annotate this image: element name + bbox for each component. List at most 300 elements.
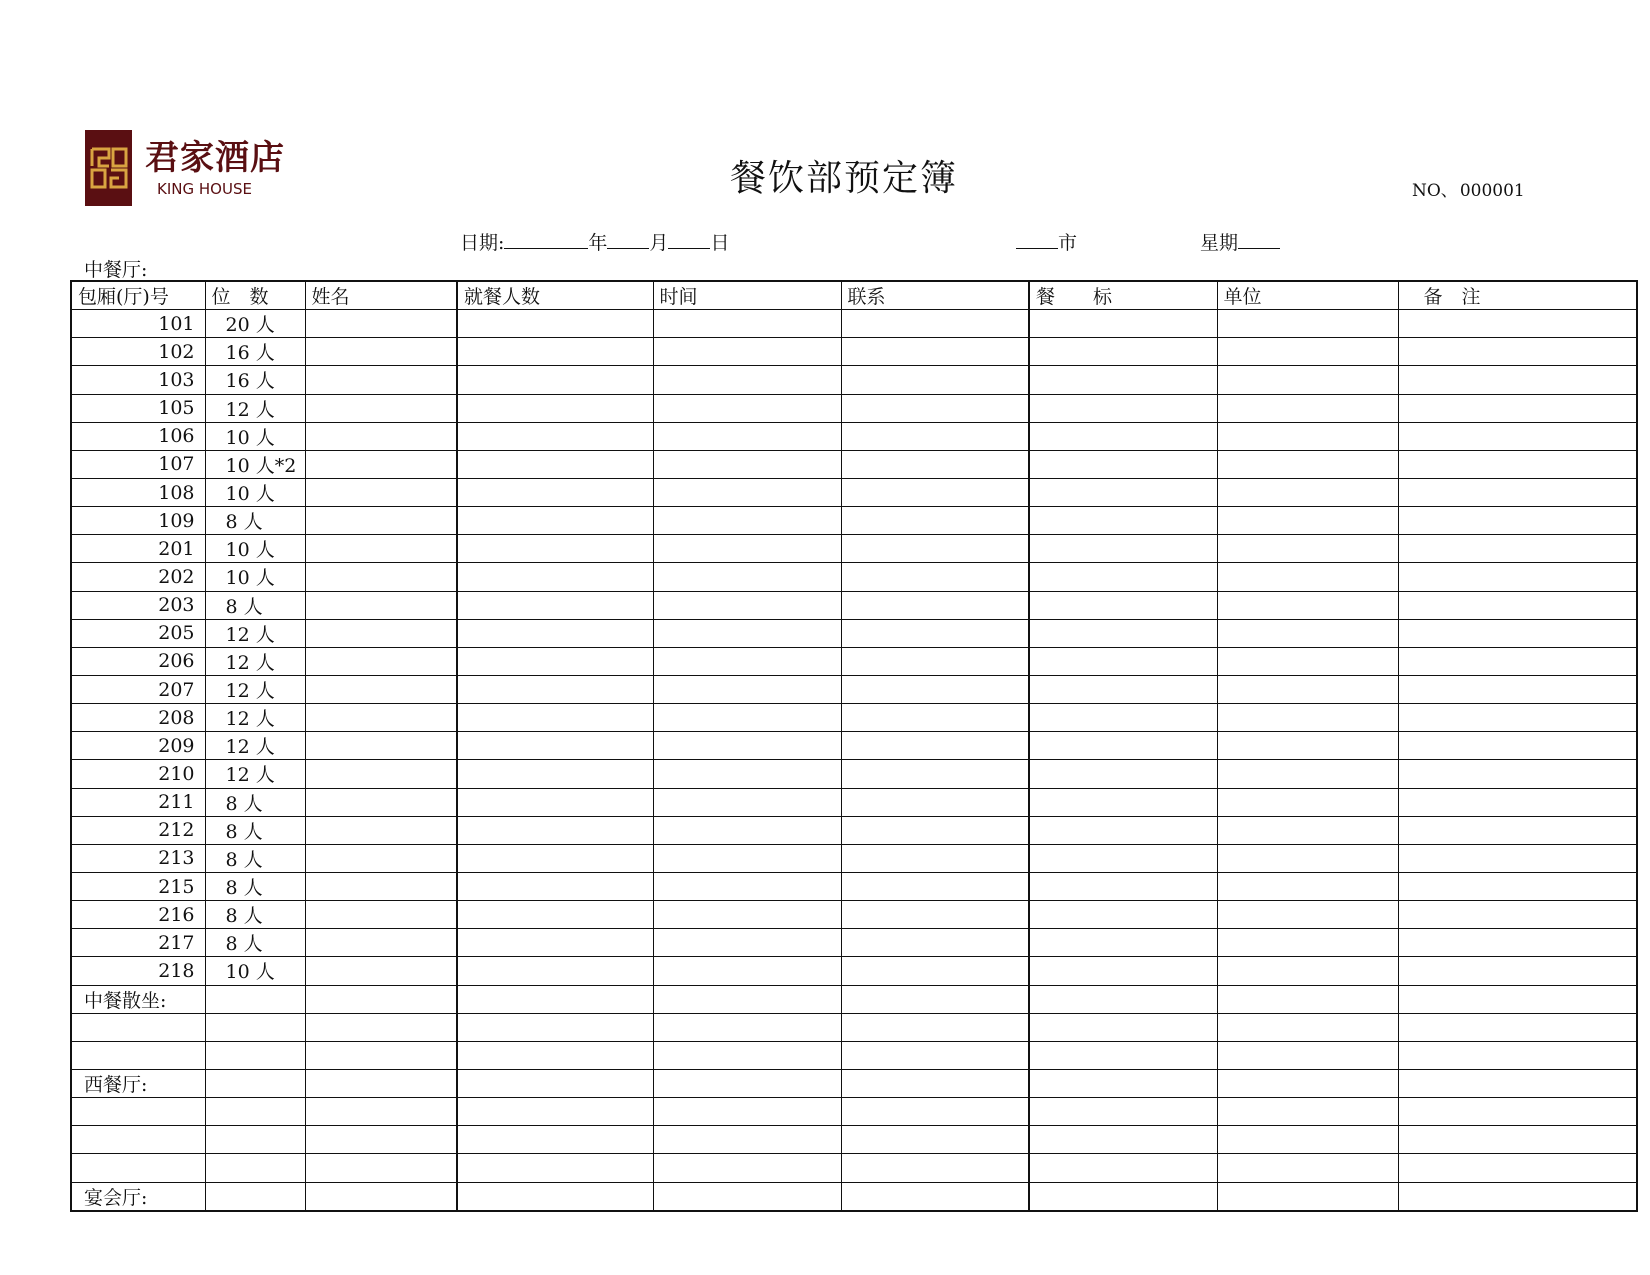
meal-standard-cell[interactable] [1029,929,1217,957]
name-cell[interactable] [305,732,457,760]
section-row [71,1013,1637,1041]
room-cell: 102 [71,338,205,366]
seats-cell: 16 人 [205,338,305,366]
name-cell[interactable] [305,788,457,816]
seats-cell[interactable] [205,1069,305,1097]
remarks-cell[interactable] [1398,816,1637,844]
diners-cell[interactable] [457,1013,653,1041]
organization-cell[interactable] [1217,760,1398,788]
time-cell[interactable] [653,957,841,985]
remarks-cell[interactable] [1398,957,1637,985]
contact-cell[interactable] [841,1069,1029,1097]
organization-cell[interactable] [1217,507,1398,535]
diners-cell[interactable] [457,788,653,816]
seats-cell: 10 人 [205,535,305,563]
contact-cell[interactable] [841,535,1029,563]
remarks-cell[interactable] [1398,422,1637,450]
time-cell[interactable] [653,422,841,450]
seats-cell[interactable] [205,1013,305,1041]
meal-standard-cell[interactable] [1029,816,1217,844]
city-label: 市 [1058,232,1078,254]
time-cell[interactable] [653,478,841,506]
time-cell[interactable] [653,1098,841,1126]
name-cell[interactable] [305,394,457,422]
remarks-cell[interactable] [1398,760,1637,788]
meal-standard-cell[interactable] [1029,619,1217,647]
diners-cell[interactable] [457,1126,653,1154]
time-cell[interactable] [653,760,841,788]
organization-cell[interactable] [1217,366,1398,394]
time-cell[interactable] [653,338,841,366]
col-time: 时间 [653,281,841,310]
organization-cell[interactable] [1217,563,1398,591]
diners-cell[interactable] [457,929,653,957]
organization-cell[interactable] [1217,422,1398,450]
table-row [71,788,1637,816]
meal-standard-cell[interactable] [1029,366,1217,394]
remarks-cell[interactable] [1398,338,1637,366]
organization-cell[interactable] [1217,1098,1398,1126]
section-row [71,1154,1637,1182]
diners-cell[interactable] [457,760,653,788]
name-cell[interactable] [305,591,457,619]
logo-brand-cn: 君家酒店 [145,138,285,178]
name-cell[interactable] [305,816,457,844]
room-cell: 207 [71,675,205,703]
contact-cell[interactable] [841,1041,1029,1069]
seats-cell: 12 人 [205,619,305,647]
contact-cell[interactable] [841,1126,1029,1154]
meal-standard-cell[interactable] [1029,1126,1217,1154]
time-cell[interactable] [653,872,841,900]
contact-cell[interactable] [841,338,1029,366]
room-cell: 107 [71,450,205,478]
contact-cell[interactable] [841,422,1029,450]
organization-cell[interactable] [1217,619,1398,647]
seats-cell: 8 人 [205,844,305,872]
diners-cell[interactable] [457,1154,653,1182]
name-cell[interactable] [305,619,457,647]
remarks-cell[interactable] [1398,647,1637,675]
name-cell[interactable] [305,450,457,478]
time-cell[interactable] [653,591,841,619]
time-cell[interactable] [653,507,841,535]
remarks-cell[interactable] [1398,366,1637,394]
seats-cell: 8 人 [205,788,305,816]
city-blank[interactable] [1016,231,1058,249]
table-row [71,310,1637,338]
diners-cell[interactable] [457,563,653,591]
organization-cell[interactable] [1217,929,1398,957]
time-cell[interactable] [653,675,841,703]
time-cell[interactable] [653,1013,841,1041]
room-cell: 109 [71,507,205,535]
name-cell[interactable] [305,478,457,506]
name-cell[interactable] [305,1126,457,1154]
room-cell [71,1154,205,1182]
name-cell[interactable] [305,422,457,450]
contact-cell[interactable] [841,1013,1029,1041]
meal-standard-cell[interactable] [1029,704,1217,732]
name-cell[interactable] [305,844,457,872]
name-cell[interactable] [305,1098,457,1126]
diners-cell[interactable] [457,507,653,535]
col-remarks: 备 注 [1398,281,1637,310]
remarks-cell[interactable] [1398,394,1637,422]
room-cell: 106 [71,422,205,450]
organization-cell[interactable] [1217,732,1398,760]
room-cell: 206 [71,647,205,675]
remarks-cell[interactable] [1398,1182,1637,1211]
contact-cell[interactable] [841,507,1029,535]
time-cell[interactable] [653,1154,841,1182]
room-cell: 211 [71,788,205,816]
month-label: 月 [649,232,669,254]
remarks-cell[interactable] [1398,929,1637,957]
seats-cell: 8 人 [205,507,305,535]
table-row [71,450,1637,478]
table-row [71,535,1637,563]
diners-cell[interactable] [457,1041,653,1069]
table-row [71,760,1637,788]
diners-cell[interactable] [457,1069,653,1097]
organization-cell[interactable] [1217,1126,1398,1154]
meal-standard-cell[interactable] [1029,1041,1217,1069]
contact-cell[interactable] [841,1098,1029,1126]
time-cell[interactable] [653,394,841,422]
name-cell[interactable] [305,1154,457,1182]
contact-cell[interactable] [841,816,1029,844]
name-cell[interactable] [305,563,457,591]
seats-cell: 8 人 [205,591,305,619]
room-cell [71,1098,205,1126]
time-cell[interactable] [653,563,841,591]
organization-cell[interactable] [1217,957,1398,985]
organization-cell[interactable] [1217,872,1398,900]
organization-cell[interactable] [1217,1069,1398,1097]
diners-cell[interactable] [457,366,653,394]
time-cell[interactable] [653,816,841,844]
diners-cell[interactable] [457,535,653,563]
remarks-cell[interactable] [1398,675,1637,703]
remarks-cell[interactable] [1398,478,1637,506]
name-cell[interactable] [305,985,457,1013]
name-cell[interactable] [305,535,457,563]
room-cell: 101 [71,310,205,338]
meal-standard-cell[interactable] [1029,1098,1217,1126]
seats-cell[interactable] [205,1154,305,1182]
organization-cell[interactable] [1217,450,1398,478]
diners-cell[interactable] [457,1182,653,1211]
seats-cell[interactable] [205,985,305,1013]
meal-standard-cell[interactable] [1029,872,1217,900]
meal-standard-cell[interactable] [1029,591,1217,619]
remarks-cell[interactable] [1398,310,1637,338]
organization-cell[interactable] [1217,338,1398,366]
diners-cell[interactable] [457,985,653,1013]
contact-cell[interactable] [841,957,1029,985]
time-cell[interactable] [653,901,841,929]
diners-cell[interactable] [457,591,653,619]
remarks-cell[interactable] [1398,1154,1637,1182]
col-organization: 单位 [1217,281,1398,310]
month-blank[interactable] [607,231,649,249]
room-cell: 203 [71,591,205,619]
section-row [71,985,1637,1013]
name-cell[interactable] [305,1041,457,1069]
diners-cell[interactable] [457,704,653,732]
form-number-label: NO、 [1412,181,1458,201]
logo-emblem-icon [85,130,132,206]
organization-cell[interactable] [1217,1182,1398,1211]
meal-standard-cell[interactable] [1029,1069,1217,1097]
weekday-label: 星期 [1200,232,1239,254]
day-label: 日 [710,232,730,254]
name-cell[interactable] [305,675,457,703]
time-cell[interactable] [653,704,841,732]
day-blank[interactable] [668,231,710,249]
name-cell[interactable] [305,957,457,985]
meal-standard-cell[interactable] [1029,647,1217,675]
organization-cell[interactable] [1217,591,1398,619]
remarks-cell[interactable] [1398,844,1637,872]
contact-cell[interactable] [841,872,1029,900]
time-cell[interactable] [653,1182,841,1211]
weekday-blank[interactable] [1238,231,1280,249]
form-number-value: 000001 [1459,181,1525,201]
diners-cell[interactable] [457,957,653,985]
section-row [71,1069,1637,1097]
diners-cell[interactable] [457,394,653,422]
remarks-cell[interactable] [1398,1013,1637,1041]
time-cell[interactable] [653,1126,841,1154]
time-cell[interactable] [653,788,841,816]
organization-cell[interactable] [1217,985,1398,1013]
meal-standard-cell[interactable] [1029,563,1217,591]
seats-cell: 10 人 [205,422,305,450]
contact-cell[interactable] [841,788,1029,816]
contact-cell[interactable] [841,704,1029,732]
room-cell [71,1013,205,1041]
room-cell: 西餐厅: [71,1069,205,1097]
city-field [1016,228,1077,255]
organization-cell[interactable] [1217,788,1398,816]
contact-cell[interactable] [841,1182,1029,1211]
remarks-cell[interactable] [1398,591,1637,619]
meal-standard-cell[interactable] [1029,957,1217,985]
name-cell[interactable] [305,901,457,929]
meal-standard-cell[interactable] [1029,338,1217,366]
time-cell[interactable] [653,844,841,872]
contact-cell[interactable] [841,675,1029,703]
diners-cell[interactable] [457,1098,653,1126]
room-cell: 210 [71,760,205,788]
time-cell[interactable] [653,619,841,647]
contact-cell[interactable] [841,647,1029,675]
name-cell[interactable] [305,338,457,366]
contact-cell[interactable] [841,366,1029,394]
contact-cell[interactable] [841,760,1029,788]
meal-standard-cell[interactable] [1029,1154,1217,1182]
meal-standard-cell[interactable] [1029,788,1217,816]
time-cell[interactable] [653,1069,841,1097]
col-room: 包厢(厅)号 [71,281,205,310]
seats-cell[interactable] [205,1041,305,1069]
name-cell[interactable] [305,704,457,732]
contact-cell[interactable] [841,450,1029,478]
table-row [71,478,1637,506]
organization-cell[interactable] [1217,901,1398,929]
meal-standard-cell[interactable] [1029,478,1217,506]
seats-cell[interactable] [205,1182,305,1211]
section-row [71,1126,1637,1154]
remarks-cell[interactable] [1398,619,1637,647]
contact-cell[interactable] [841,619,1029,647]
meal-standard-cell[interactable] [1029,422,1217,450]
table-row [71,591,1637,619]
section-row [71,1098,1637,1126]
room-cell [71,1041,205,1069]
name-cell[interactable] [305,647,457,675]
date-line [460,228,729,255]
col-name: 姓名 [305,281,457,310]
seats-cell: 20 人 [205,310,305,338]
seats-cell[interactable] [205,1098,305,1126]
time-cell[interactable] [653,450,841,478]
remarks-cell[interactable] [1398,704,1637,732]
diners-cell[interactable] [457,872,653,900]
page-title: 餐饮部预定簿 [730,158,959,199]
contact-cell[interactable] [841,985,1029,1013]
time-cell[interactable] [653,310,841,338]
year-blank[interactable] [504,231,588,249]
organization-cell[interactable] [1217,310,1398,338]
name-cell[interactable] [305,929,457,957]
meal-standard-cell[interactable] [1029,760,1217,788]
organization-cell[interactable] [1217,394,1398,422]
organization-cell[interactable] [1217,535,1398,563]
organization-cell[interactable] [1217,675,1398,703]
name-cell[interactable] [305,760,457,788]
diners-cell[interactable] [457,450,653,478]
organization-cell[interactable] [1217,1013,1398,1041]
contact-cell[interactable] [841,563,1029,591]
contact-cell[interactable] [841,901,1029,929]
organization-cell[interactable] [1217,844,1398,872]
remarks-cell[interactable] [1398,1098,1637,1126]
table-row [71,619,1637,647]
organization-cell[interactable] [1217,704,1398,732]
remarks-cell[interactable] [1398,901,1637,929]
name-cell[interactable] [305,1182,457,1211]
remarks-cell[interactable] [1398,985,1637,1013]
remarks-cell[interactable] [1398,1041,1637,1069]
table-row [71,394,1637,422]
time-cell[interactable] [653,366,841,394]
contact-cell[interactable] [841,310,1029,338]
table-row [71,422,1637,450]
diners-cell[interactable] [457,310,653,338]
remarks-cell[interactable] [1398,535,1637,563]
organization-cell[interactable] [1217,647,1398,675]
organization-cell[interactable] [1217,1041,1398,1069]
diners-cell[interactable] [457,422,653,450]
meal-standard-cell[interactable] [1029,507,1217,535]
diners-cell[interactable] [457,901,653,929]
room-cell: 208 [71,704,205,732]
diners-cell[interactable] [457,478,653,506]
room-cell: 218 [71,957,205,985]
remarks-cell[interactable] [1398,872,1637,900]
organization-cell[interactable] [1217,1154,1398,1182]
contact-cell[interactable] [841,844,1029,872]
section-row [71,1041,1637,1069]
remarks-cell[interactable] [1398,450,1637,478]
name-cell[interactable] [305,1013,457,1041]
time-cell[interactable] [653,535,841,563]
meal-standard-cell[interactable] [1029,535,1217,563]
remarks-cell[interactable] [1398,1069,1637,1097]
time-cell[interactable] [653,1041,841,1069]
table-row [71,563,1637,591]
seats-cell[interactable] [205,1126,305,1154]
diners-cell[interactable] [457,338,653,366]
meal-standard-cell[interactable] [1029,985,1217,1013]
contact-cell[interactable] [841,732,1029,760]
meal-standard-cell[interactable] [1029,844,1217,872]
remarks-cell[interactable] [1398,788,1637,816]
remarks-cell[interactable] [1398,732,1637,760]
name-cell[interactable] [305,1069,457,1097]
meal-standard-cell[interactable] [1029,732,1217,760]
name-cell[interactable] [305,872,457,900]
name-cell[interactable] [305,310,457,338]
meal-standard-cell[interactable] [1029,675,1217,703]
meal-standard-cell[interactable] [1029,450,1217,478]
time-cell[interactable] [653,647,841,675]
time-cell[interactable] [653,929,841,957]
remarks-cell[interactable] [1398,1126,1637,1154]
name-cell[interactable] [305,507,457,535]
remarks-cell[interactable] [1398,507,1637,535]
time-cell[interactable] [653,732,841,760]
seats-cell: 10 人 [205,563,305,591]
table-row [71,872,1637,900]
contact-cell[interactable] [841,929,1029,957]
time-cell[interactable] [653,985,841,1013]
contact-cell[interactable] [841,591,1029,619]
table-row [71,338,1637,366]
diners-cell[interactable] [457,816,653,844]
diners-cell[interactable] [457,675,653,703]
name-cell[interactable] [305,366,457,394]
remarks-cell[interactable] [1398,563,1637,591]
diners-cell[interactable] [457,844,653,872]
organization-cell[interactable] [1217,816,1398,844]
organization-cell[interactable] [1217,478,1398,506]
meal-standard-cell[interactable] [1029,310,1217,338]
meal-standard-cell[interactable] [1029,901,1217,929]
contact-cell[interactable] [841,478,1029,506]
meal-standard-cell[interactable] [1029,394,1217,422]
diners-cell[interactable] [457,732,653,760]
diners-cell[interactable] [457,619,653,647]
diners-cell[interactable] [457,647,653,675]
contact-cell[interactable] [841,394,1029,422]
meal-standard-cell[interactable] [1029,1013,1217,1041]
contact-cell[interactable] [841,1154,1029,1182]
meal-standard-cell[interactable] [1029,1182,1217,1211]
